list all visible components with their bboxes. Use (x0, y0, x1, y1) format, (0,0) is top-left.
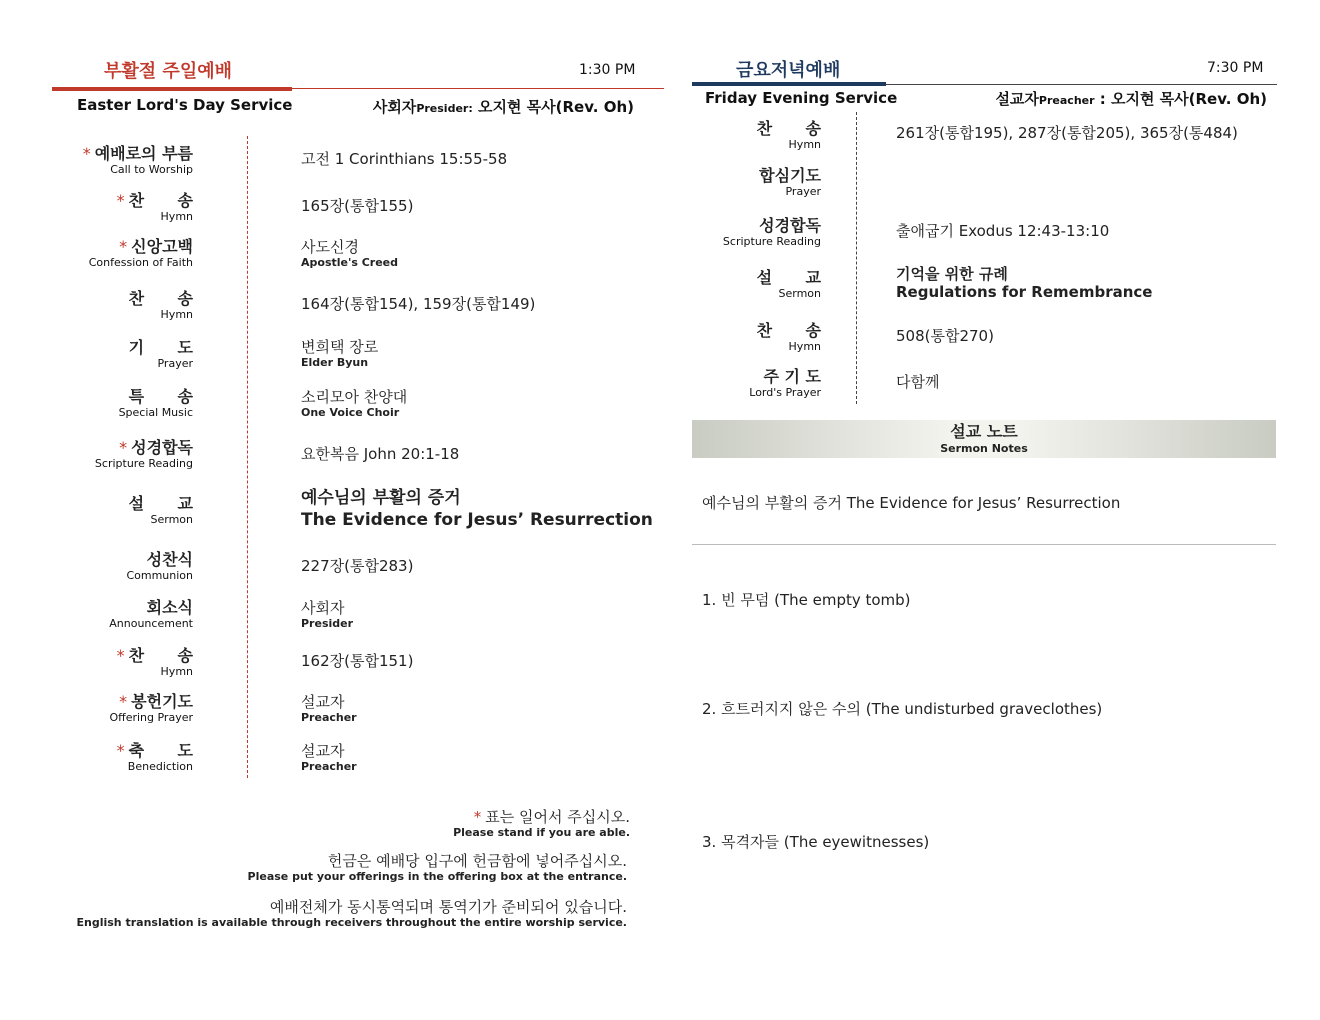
offering-note: 헌금은 예배당 입구에 헌금함에 넣어주십시오. Please put your offerings in the offering box at the entrance. (247, 852, 627, 883)
order-value: 요한복음 John 20:1-18 (301, 445, 460, 463)
order-label: * 신앙고백 Confession of Faith (88, 237, 193, 269)
title-underline-accent (692, 82, 886, 86)
friday-service-title: 금요저녁예배 (736, 60, 841, 81)
order-value: 설교자 Preacher (301, 693, 357, 724)
order-value: 변희택 장로 Elder Byun (301, 338, 379, 369)
presider-label-ko: 사회자 (372, 98, 417, 116)
presider-label-en: Presider: (416, 102, 473, 115)
order-value: 소리모아 찬양대 One Voice Choir (301, 388, 408, 419)
stand-star: * (82, 144, 91, 163)
order-label: 기 도 Prayer (128, 338, 193, 370)
order-value: 162장(통합151) (301, 652, 414, 670)
order-label: 회소식 Announcement (109, 598, 193, 630)
easter-service-time: 1:30 PM (579, 62, 636, 78)
order-label: * 찬 송 Hymn (116, 191, 193, 223)
sermon-point: 2. 흐트러지지 않은 수의 (The undisturbed graveclothes) (702, 700, 1103, 718)
translation-note: 예배전체가 동시통역되며 통역기가 준비되어 있습니다. English translation is available through receivers throughout the entire worship service. (76, 898, 627, 929)
presider-info (373, 96, 634, 117)
order-label: 찬 송 Hymn (128, 289, 193, 321)
stand-note: * 표는 일어서 주십시오. Please stand if you are able. (453, 808, 630, 839)
preacher-label-en: Preacher (1038, 94, 1095, 107)
order-label: 설 교 Sermon (756, 268, 821, 300)
order-label: 찬 송 Hymn (756, 321, 821, 353)
order-label: 성찬식 Communion (126, 550, 193, 582)
title-underline (886, 84, 1277, 85)
order-value: 165장(통합155) (301, 197, 414, 215)
order-label: * 찬 송 Hymn (116, 646, 193, 678)
order-label: 성경합독 Scripture Reading (722, 216, 821, 248)
sermon-notes-title: 예수님의 부활의 증거 The Evidence for Jesus’ Resurrection (702, 494, 1121, 512)
order-value: 다함께 (896, 373, 940, 391)
preacher-info (995, 88, 1267, 109)
sermon-point: 1. 빈 무덤 (The empty tomb) (702, 591, 911, 609)
presider-name: 오지현 목사(Rev. Oh) (472, 98, 634, 116)
order-value: 사도신경 Apostle's Creed (301, 238, 399, 269)
sermon-title: 예수님의 부활의 증거 The Evidence for Jesus’ Resurrection (301, 488, 653, 530)
friday-service-subtitle: Friday Evening Service (705, 89, 898, 107)
order-value: 261장(통합195), 287장(통합205), 365장(통484) (896, 124, 1238, 142)
title-underline (292, 88, 664, 89)
order-label: 설 교 Sermon (128, 494, 193, 526)
title-underline-accent (52, 87, 292, 91)
sermon-point: 3. 목격자들 (The eyewitnesses) (702, 833, 930, 851)
preacher-label-ko: 설교자 (995, 90, 1039, 108)
order-label: * 축 도 Benediction (116, 741, 193, 773)
friday-sermon-title: 기억을 위한 규례 Regulations for Remembrance (896, 265, 1153, 301)
order-label: * 예배로의 부름 Call to Worship (82, 144, 193, 176)
order-label: 주 기 도 Lord's Prayer (749, 367, 821, 399)
order-label: 특 송 Special Music (118, 387, 193, 419)
order-value: 고전 1 Corinthians 15:55-58 (301, 150, 508, 168)
order-divider (856, 112, 857, 404)
preacher-name: : 오지현 목사(Rev. Oh) (1094, 90, 1267, 108)
order-value: 227장(통합283) (301, 557, 414, 575)
order-label: 찬 송 Hymn (756, 119, 821, 151)
order-value: 508(통합270) (896, 327, 994, 345)
order-label: * 성경합독 Scripture Reading (94, 438, 193, 470)
order-value: 사회자 Presider (301, 599, 354, 630)
order-label: 합심기도 Prayer (759, 166, 821, 198)
sermon-notes-divider (692, 544, 1276, 545)
order-divider (247, 136, 248, 778)
easter-service-subtitle: Easter Lord's Day Service (77, 96, 293, 114)
order-value: 설교자 Preacher (301, 742, 357, 773)
order-value: 출애굽기 Exodus 12:43-13:10 (896, 222, 1110, 240)
easter-service-title: 부활절 주일예배 (104, 61, 232, 82)
sermon-notes-header: 설교 노트 Sermon Notes (692, 420, 1276, 458)
friday-service-time: 7:30 PM (1207, 60, 1264, 76)
order-value: 164장(통합154), 159장(통합149) (301, 295, 536, 313)
order-label: * 봉헌기도 Offering Prayer (109, 692, 193, 724)
